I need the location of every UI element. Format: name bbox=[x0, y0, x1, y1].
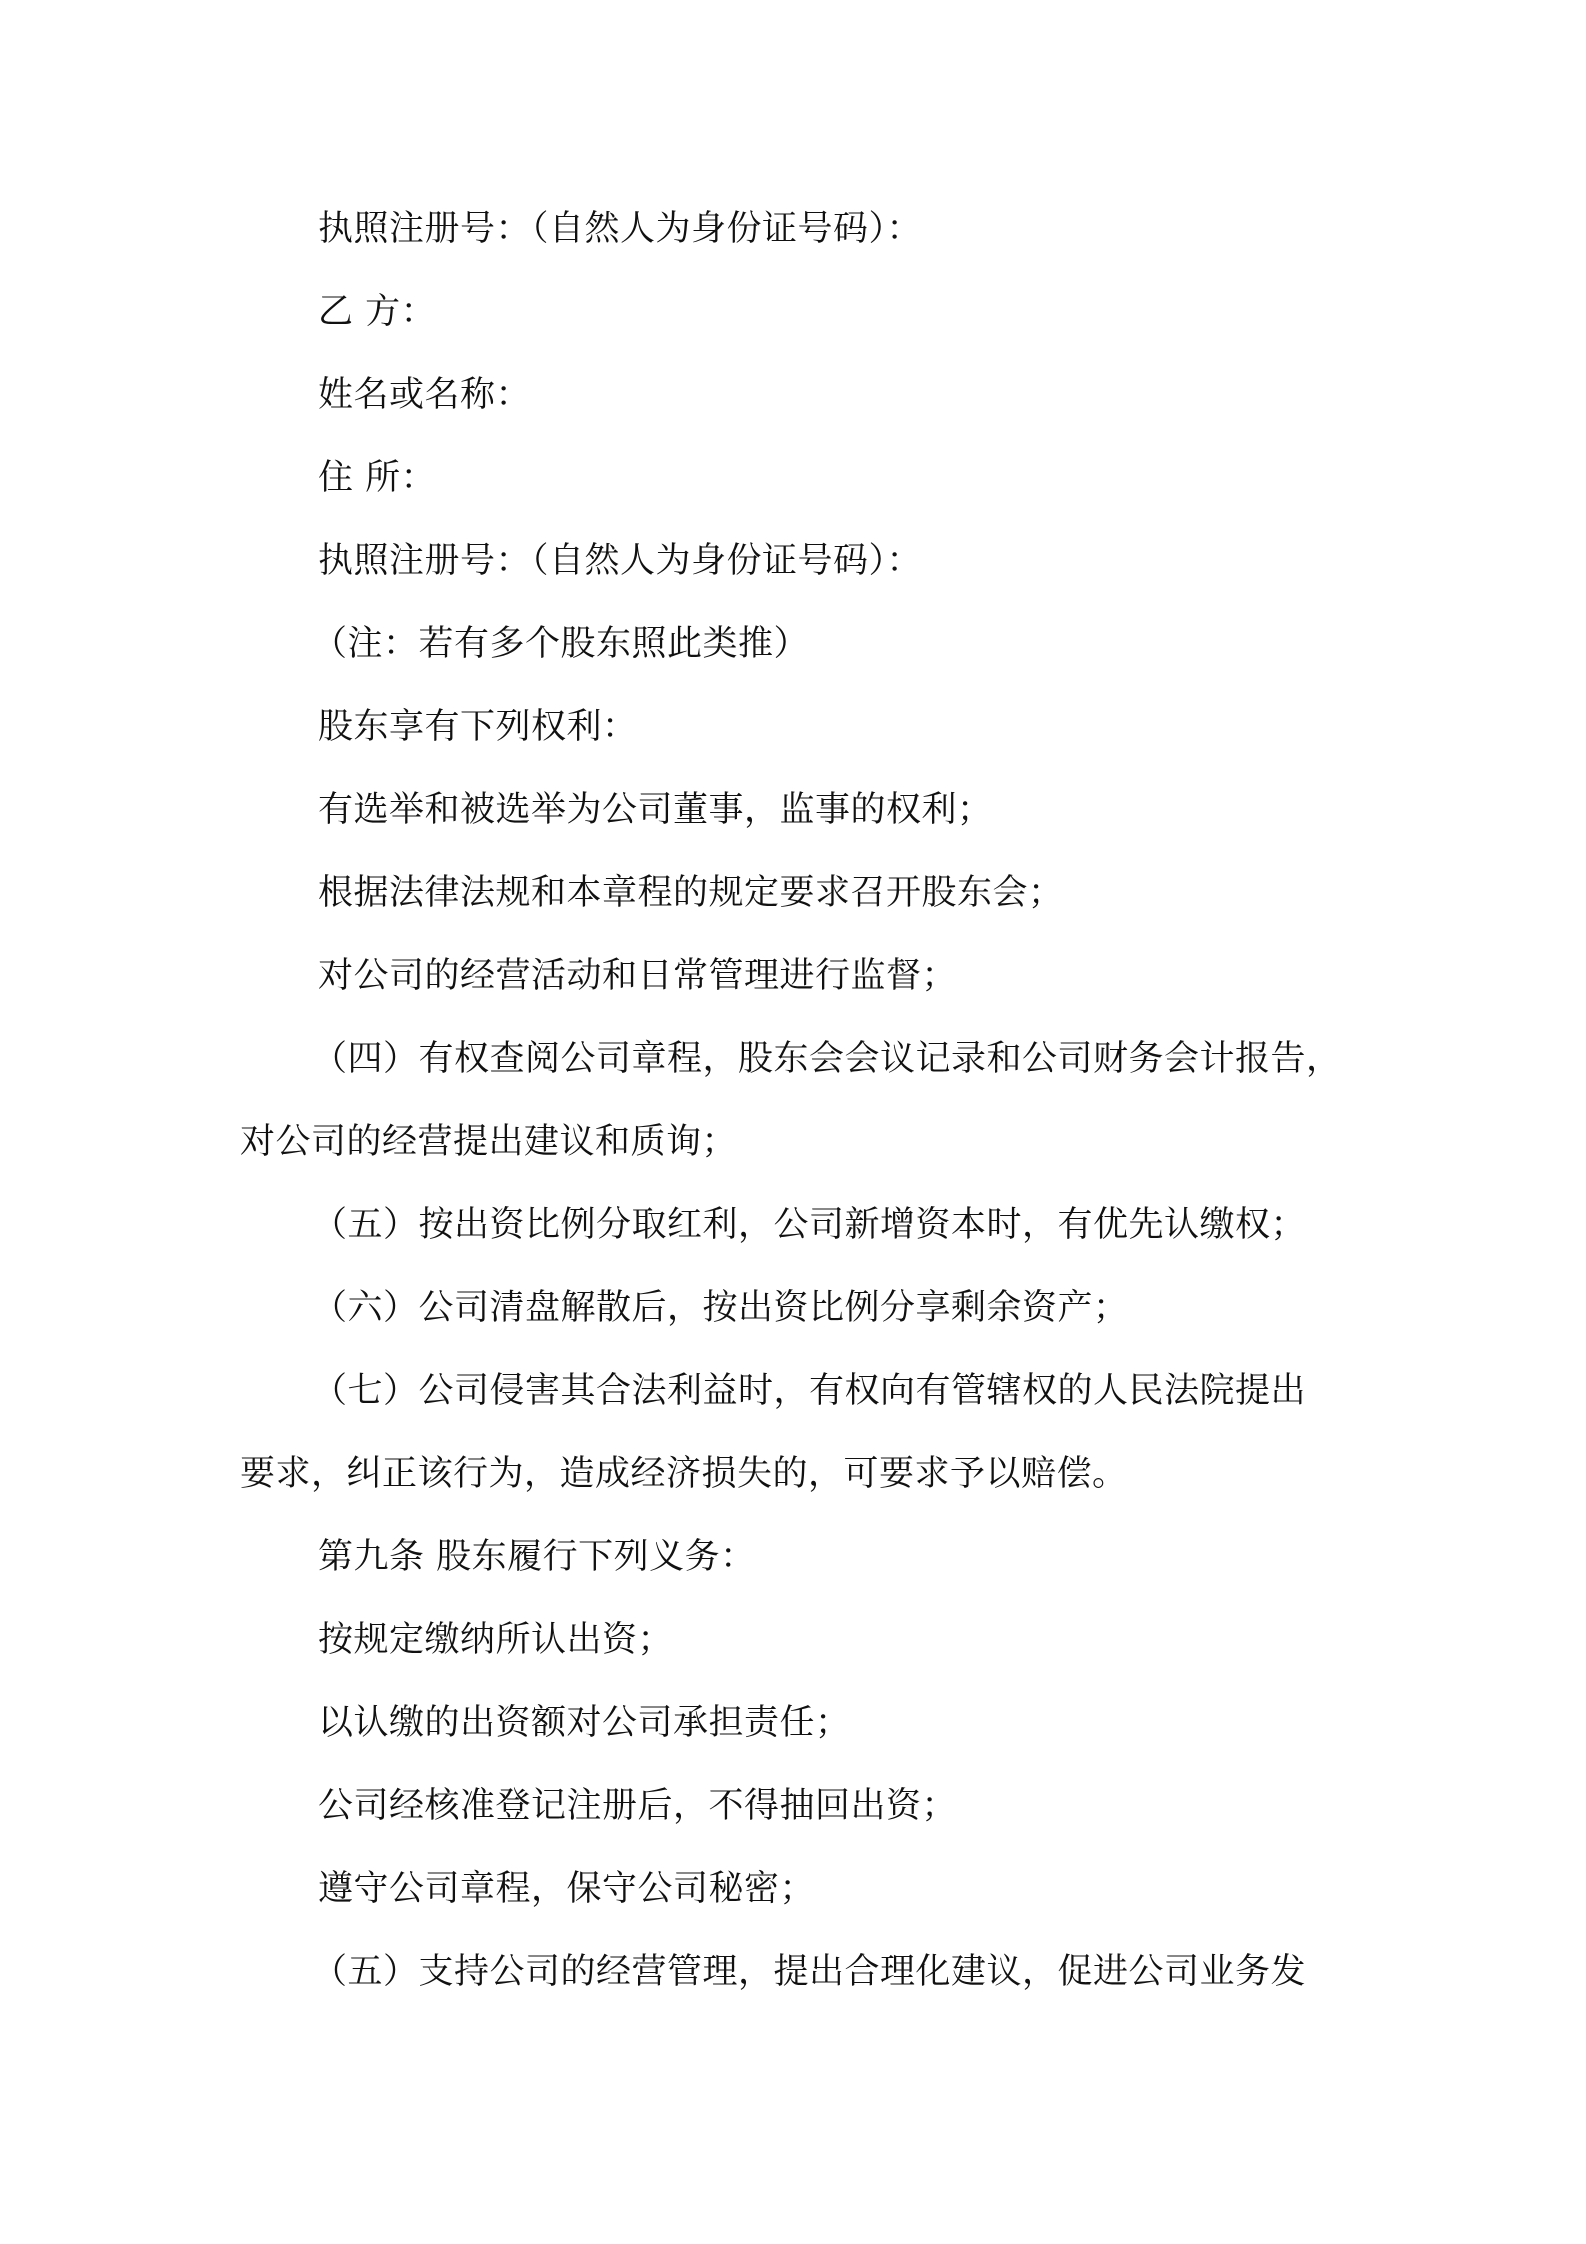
duty-item-2: 以认缴的出资额对公司承担责任； bbox=[318, 1703, 851, 1743]
duty-item-4: 遵守公司章程，保守公司秘密； bbox=[318, 1869, 816, 1909]
right-item-4-line-2: 对公司的经营提出建议和质询； bbox=[240, 1122, 738, 1162]
duty-item-5: （五）支持公司的经营管理，提出合理化建议，促进公司业务发 bbox=[312, 1952, 1307, 1992]
party-b-name: 姓名或名称： bbox=[318, 375, 532, 415]
right-item-3: 对公司的经营活动和日常管理进行监督； bbox=[318, 956, 958, 996]
right-item-4-line-1: （四）有权查阅公司章程，股东会会议记录和公司财务会计报告， bbox=[312, 1039, 1342, 1079]
party-a-license-number: 执照注册号：（自然人为身份证号码）： bbox=[318, 209, 923, 249]
duty-item-3: 公司经核准登记注册后，不得抽回出资； bbox=[318, 1786, 958, 1826]
party-b-license-number: 执照注册号：（自然人为身份证号码）： bbox=[318, 541, 923, 581]
rights-heading: 股东享有下列权利： bbox=[318, 707, 638, 747]
right-item-5: （五）按出资比例分取红利，公司新增资本时，有优先认缴权； bbox=[312, 1205, 1307, 1245]
right-item-6: （六）公司清盘解散后，按出资比例分享剩余资产； bbox=[312, 1288, 1129, 1328]
shareholder-note: （注：若有多个股东照此类推） bbox=[312, 624, 810, 664]
right-item-1: 有选举和被选举为公司董事，监事的权利； bbox=[318, 790, 993, 830]
right-item-7-line-2: 要求，纠正该行为，造成经济损失的，可要求予以赔偿。 bbox=[240, 1454, 1128, 1494]
article-nine-heading: 第九条 股东履行下列义务： bbox=[318, 1537, 756, 1577]
right-item-2: 根据法律法规和本章程的规定要求召开股东会； bbox=[318, 873, 1064, 913]
party-b-address: 住 所： bbox=[318, 458, 437, 498]
party-b-heading: 乙 方： bbox=[318, 292, 437, 332]
duty-item-1: 按规定缴纳所认出资； bbox=[318, 1620, 674, 1660]
right-item-7-line-1: （七）公司侵害其合法利益时，有权向有管辖权的人民法院提出 bbox=[312, 1371, 1307, 1411]
